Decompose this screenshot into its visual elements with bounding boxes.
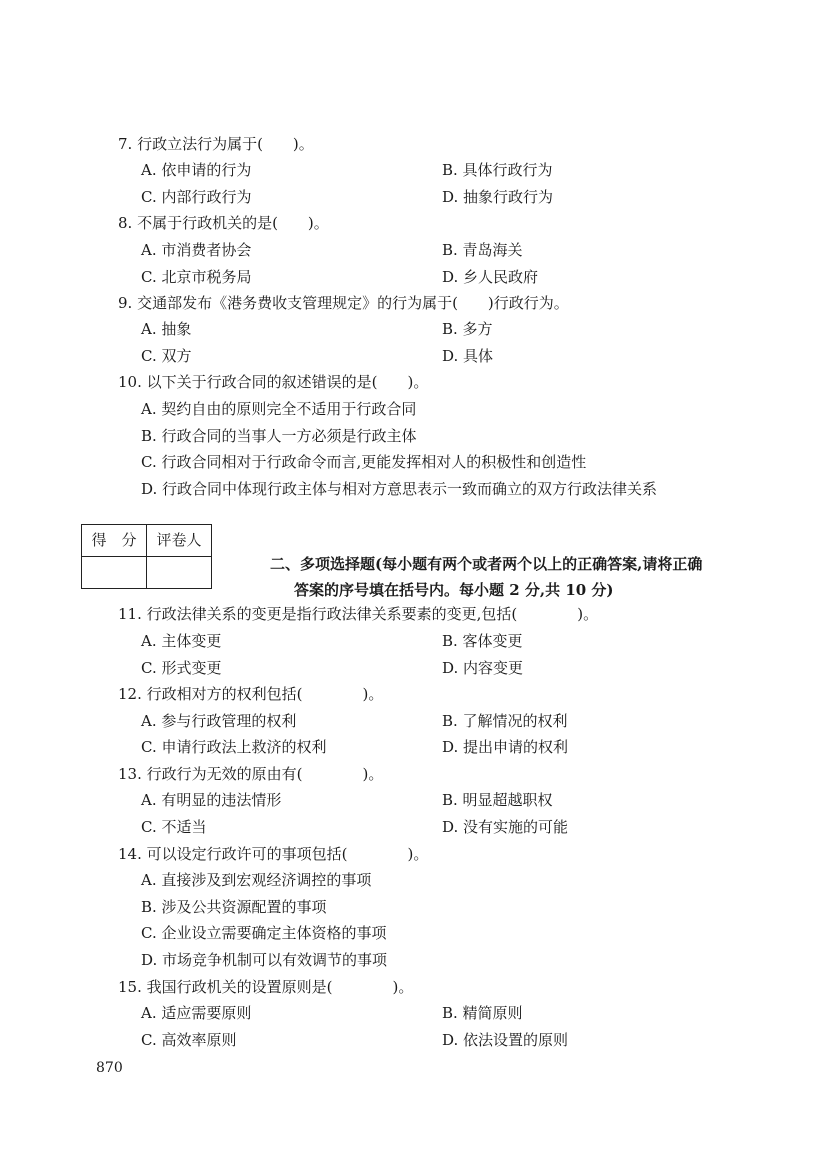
score-label: 得 分: [82, 525, 147, 557]
option-a: A. 依申请的行为: [141, 161, 252, 179]
option-d: D. 具体: [442, 347, 494, 365]
option-b: B. 青岛海关: [442, 241, 523, 259]
option-a: A. 契约自由的原则完全不适用于行政合同: [141, 400, 417, 418]
option-c: C. 高效率原则: [141, 1031, 237, 1049]
option-d: D. 抽象行政行为: [442, 188, 554, 206]
option-b: B. 多方: [442, 320, 493, 338]
option-d: D. 市场竞争机制可以有效调节的事项: [141, 951, 388, 969]
option-b: B. 客体变更: [442, 632, 523, 650]
score-cell: [82, 557, 147, 589]
option-a: A. 直接涉及到宏观经济调控的事项: [141, 871, 372, 889]
question-stem: 13. 行政行为无效的原由有( )。: [118, 765, 384, 783]
option-c: C. 北京市税务局: [141, 268, 252, 286]
grader-label: 评卷人: [147, 525, 212, 557]
option-b: B. 行政合同的当事人一方必须是行政主体: [141, 427, 417, 445]
section-2-title: [270, 551, 760, 603]
option-a: A. 抽象: [141, 320, 192, 338]
option-d: D. 乡人民政府: [442, 268, 539, 286]
option-a: A. 参与行政管理的权利: [141, 712, 297, 730]
option-c: C. 形式变更: [141, 659, 222, 677]
section-title-line-1: 二、多项选择题(每小题有两个或者两个以上的正确答案,请将正确: [270, 555, 703, 573]
option-d: D. 行政合同中体现行政主体与相对方意思表示一致而确立的双方行政法律关系: [141, 480, 658, 498]
option-c: C. 企业设立需要确定主体资格的事项: [141, 924, 387, 942]
score-table: [81, 524, 212, 589]
option-c: C. 内部行政行为: [141, 188, 252, 206]
option-b: B. 明显超越职权: [442, 791, 553, 809]
option-a: A. 市消费者协会: [141, 241, 252, 259]
question-stem: 12. 行政相对方的权利包括( )。: [118, 685, 384, 703]
option-b: B. 涉及公共资源配置的事项: [141, 898, 327, 916]
option-a: A. 主体变更: [141, 632, 222, 650]
option-a: A. 适应需要原则: [141, 1004, 252, 1022]
question-stem: 9. 交通部发布《港务费收支管理规定》的行为属于( )行政行为。: [118, 294, 569, 312]
question-stem: 14. 可以设定行政许可的事项包括( )。: [118, 845, 429, 863]
option-b: B. 精简原则: [442, 1004, 523, 1022]
page-number: 870: [96, 1060, 123, 1076]
option-a: A. 有明显的违法情形: [141, 791, 282, 809]
option-c: C. 不适当: [141, 818, 207, 836]
option-d: D. 没有实施的可能: [442, 818, 569, 836]
question-stem: 11. 行政法律关系的变更是指行政法律关系要素的变更,包括( )。: [118, 605, 599, 623]
option-c: C. 申请行政法上救济的权利: [141, 738, 327, 756]
question-stem: 15. 我国行政机关的设置原则是( )。: [118, 978, 414, 996]
option-d: D. 内容变更: [442, 659, 524, 677]
section-title-line-2: 答案的序号填在括号内。每小题 2 分,共 10 分): [294, 581, 614, 599]
grader-cell: [147, 557, 212, 589]
option-b: B. 具体行政行为: [442, 161, 553, 179]
question-stem: 8. 不属于行政机关的是( )。: [118, 214, 329, 232]
option-d: D. 提出申请的权利: [442, 738, 569, 756]
question-stem: 10. 以下关于行政合同的叙述错误的是( )。: [118, 373, 429, 391]
option-c: C. 双方: [141, 347, 192, 365]
option-c: C. 行政合同相对于行政命令而言,更能发挥相对人的积极性和创造性: [141, 453, 587, 471]
option-d: D. 依法设置的原则: [442, 1031, 569, 1049]
option-b: B. 了解情况的权利: [442, 712, 568, 730]
question-stem: 7. 行政立法行为属于( )。: [118, 135, 314, 153]
